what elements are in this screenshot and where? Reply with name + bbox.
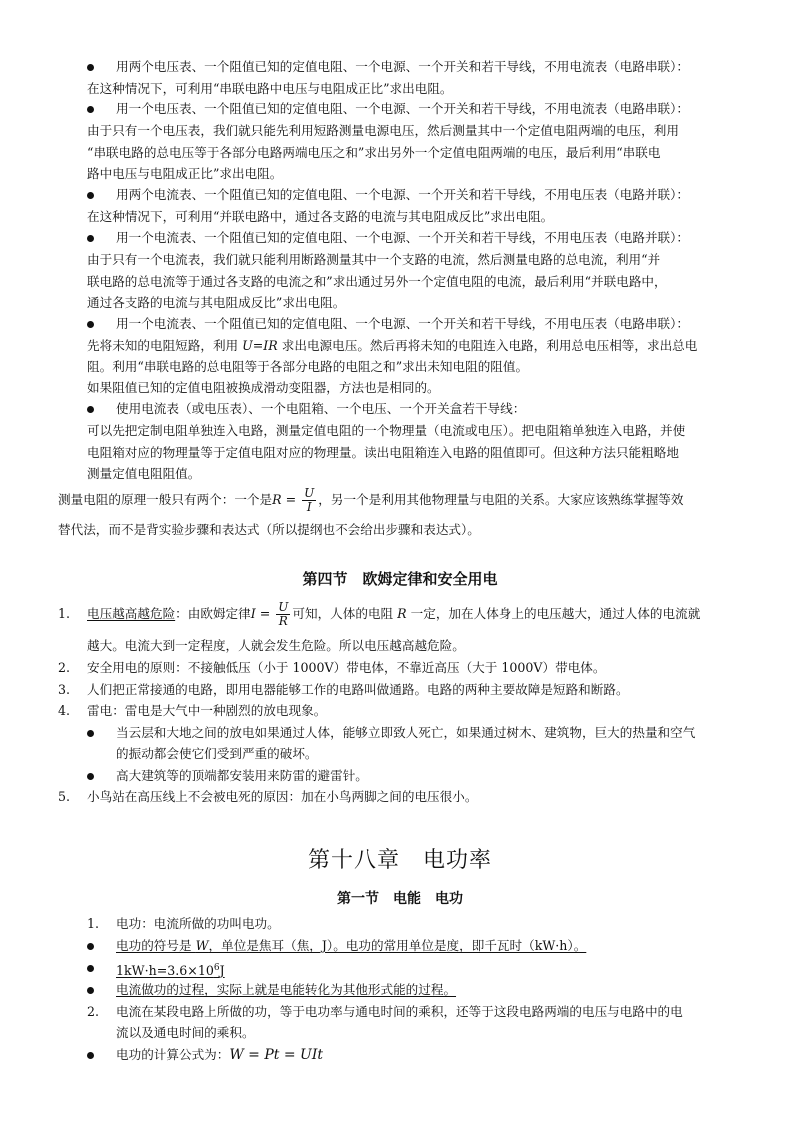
formula-var: R	[393, 606, 411, 621]
text-fragment: 先将未知的电阻短路，利用	[87, 338, 243, 353]
bullet-icon	[87, 943, 94, 950]
bullet-icon	[87, 321, 94, 328]
superscript: 6	[213, 963, 220, 973]
text-fragment: 测量电阻的原理一般只有两个：一个是	[58, 492, 273, 507]
bullet-icon	[87, 64, 94, 71]
list-number: 1.	[87, 916, 100, 931]
bullet-icon	[87, 106, 94, 113]
text-line: “串联电路的总电压等于各部分电路两端电压之和”求出另外一个定值电阻两端的电压，最后利用“串联电	[87, 145, 661, 160]
text-line: 如果阻值已知的定值电阻被换成滑动变阻器，方法也是相同的。	[87, 380, 440, 395]
formula-eq: =	[255, 606, 275, 621]
section-title: 第四节 欧姆定律和安全用电	[302, 570, 498, 588]
list-number: 2.	[58, 660, 71, 675]
list-number: 4.	[58, 703, 71, 718]
text-fragment: 求出电源电压。然后再将未知的电阻连入电路，利用总电压相等，求出总电	[277, 338, 698, 353]
text-fragment: ，另一个是利用其他物理量与电阻的关系。大家应该熟练掌握等效	[318, 492, 684, 507]
chapter-title: 第十八章 电功率	[307, 848, 492, 873]
text-fragment: ，单位是焦耳（焦，J）。电功的常用单位是度，即千瓦时（kW·h）。	[208, 938, 587, 953]
text-line: 由于只有一个电压表，我们就只能先利用短路测量电源电压，然后测量其中一个定值电阻两端的电压，利用	[87, 123, 679, 138]
text-line: 路中电压与电阻成正比”求出电阻。	[87, 166, 283, 181]
formula-var: R	[272, 492, 282, 507]
underlined-term: 电压越高越危险	[87, 606, 176, 621]
fraction	[302, 487, 316, 514]
text-line: 替代法，而不是背实验步骤和表达式（所以提纲也不会给出步骤和表达式）。	[58, 522, 480, 537]
fraction-numerator: U	[278, 600, 289, 614]
text-fragment: 电功的符号是	[116, 938, 196, 953]
text-line: 流以及通电时间的乘积。	[116, 1025, 255, 1040]
text-line: 电流在某段电路上所做的功，等于电功率与通电时间的乘积，还等于这段电路两端的电压与电路中的电	[116, 1004, 683, 1019]
text-fragment: 电功的计算公式为：	[116, 1047, 230, 1062]
text-line: 联电路的总电流等于通过各支路的电流之和”求出通过另外一个定值电阻的电流，最后利用“并联电路中，	[87, 274, 667, 289]
text-line: 电功：电流所做的功叫电功。	[116, 916, 280, 931]
formula: W = Pt = UIt	[229, 1047, 323, 1063]
list-number: 2.	[87, 1004, 100, 1019]
text-line	[58, 486, 683, 514]
bullet-icon	[87, 192, 94, 199]
text-fragment: 一定，加在人体身上的电压越大，通过人体的电流就	[410, 606, 701, 621]
section-title: 第一节 电能 电功	[337, 891, 463, 907]
text-fragment: 可知，人体的电阻	[292, 606, 394, 621]
formula-var: I	[250, 606, 256, 621]
text-line: 用一个电压表、一个阻值已知的定值电阻、一个电源、一个开关和若干导线，不用电流表（电路串联）：	[116, 101, 690, 116]
text-line: 电流做功的过程，实际上就是电能转化为其他形式能的过程。	[116, 982, 457, 997]
text-line: 通过各支路的电流与其电阻成反比”求出电阻。	[87, 295, 346, 310]
text-fragment: J	[219, 963, 225, 979]
text-line: 高大建筑等的顶端都安装用来防雷的避雷针。	[116, 768, 368, 783]
text-line: 可以先把定制电阻单独连入电路，测量定值电阻的一个物理量（电流或电压）。把电阻箱单独连入电路，并使	[87, 423, 686, 438]
text-line: 的振动都会使它们受到严重的破坏。	[116, 746, 318, 761]
text-line: 用一个电流表、一个阻值已知的定值电阻、一个电源、一个开关和若干导线，不用电压表（电路串联）：	[116, 316, 690, 331]
text-line	[116, 1045, 323, 1065]
bullet-icon	[87, 406, 94, 413]
formula: U=IR	[242, 338, 278, 353]
formula-var: W	[195, 938, 209, 953]
fraction-numerator: U	[304, 486, 315, 500]
bullet-icon	[87, 987, 94, 994]
text-line: 使用电流表（或电压表）、一个电阻箱、一个电压、一个开关盒若干导线：	[116, 401, 526, 416]
text-line: 安全用电的原则：不接触低压（小于 1000V）带电体，不靠近高压（大于 1000V）带电体。	[87, 660, 606, 675]
text-line: 阻。利用“串联电路的总电阻等于各部分电路的电阻之和”求出未知电阻的阻值。	[87, 359, 529, 374]
bullet-icon	[87, 730, 94, 737]
text-line: 当云层和大地之间的放电如果通过人体，能够立即致人死亡，如果通过树木、建筑物，巨大的热量和空气	[116, 725, 696, 740]
text-line: 由于只有一个电流表，我们就只能利用断路测量其中一个支路的电流，然后测量电路的总电流，利用“并	[87, 252, 661, 267]
list-number: 3.	[58, 682, 71, 697]
fraction-denominator: I	[306, 500, 312, 514]
text-line: 小鸟站在高压线上不会被电死的原因：加在小鸟两脚之间的电压很小。	[87, 789, 478, 804]
text-line: 在这种情况下，可利用“串联电路中电压与电阻成正比”求出电阻。	[87, 81, 453, 96]
text-line: 人们把正常接通的电路，即用电器能够工作的电路叫做通路。电路的两种主要故障是短路和断路。	[87, 682, 629, 697]
text-fragment: 1kW·h=3.6×10	[116, 963, 214, 979]
bullet-icon	[87, 773, 94, 780]
formula-eq: =	[281, 492, 301, 507]
text-line: 测量定值电阻阻值。	[87, 466, 201, 481]
bullet-icon	[87, 235, 94, 242]
text-line: 用两个电压表、一个阻值已知的定值电阻、一个电源、一个开关和若干导线，不用电流表（电路串联）：	[116, 59, 690, 74]
fraction	[276, 601, 290, 628]
bullet-icon	[87, 965, 94, 972]
text-fragment: ：由欧姆定律	[175, 606, 251, 621]
bullet-icon	[87, 1052, 94, 1059]
list-number: 1.	[58, 606, 71, 621]
fraction-denominator: R	[278, 614, 288, 628]
text-line: 雷电：雷电是大气中一种剧烈的放电现象。	[87, 703, 327, 718]
text-line	[116, 936, 586, 956]
text-line: 用两个电流表、一个阻值已知的定值电阻、一个电源、一个开关和若干导线，不用电压表（电路并联）：	[116, 187, 690, 202]
text-line	[87, 600, 700, 628]
text-line: 电阻箱对应的物理量等于定值电阻对应的物理量。读出电阻箱连入电路的阻值即可。但这种方法只能粗略地	[87, 445, 679, 460]
text-line	[87, 336, 697, 356]
list-number: 5.	[58, 789, 71, 804]
text-line: 在这种情况下，可利用“并联电路中，通过各支路的电流与其电阻成反比”求出电阻。	[87, 209, 554, 224]
text-line: 越大。电流大到一定程度，人就会发生危险。所以电压越高越危险。	[87, 638, 465, 653]
text-line	[116, 958, 225, 981]
text-line: 用一个电流表、一个阻值已知的定值电阻、一个电源、一个开关和若干导线，不用电压表（电路并联）：	[116, 230, 690, 245]
